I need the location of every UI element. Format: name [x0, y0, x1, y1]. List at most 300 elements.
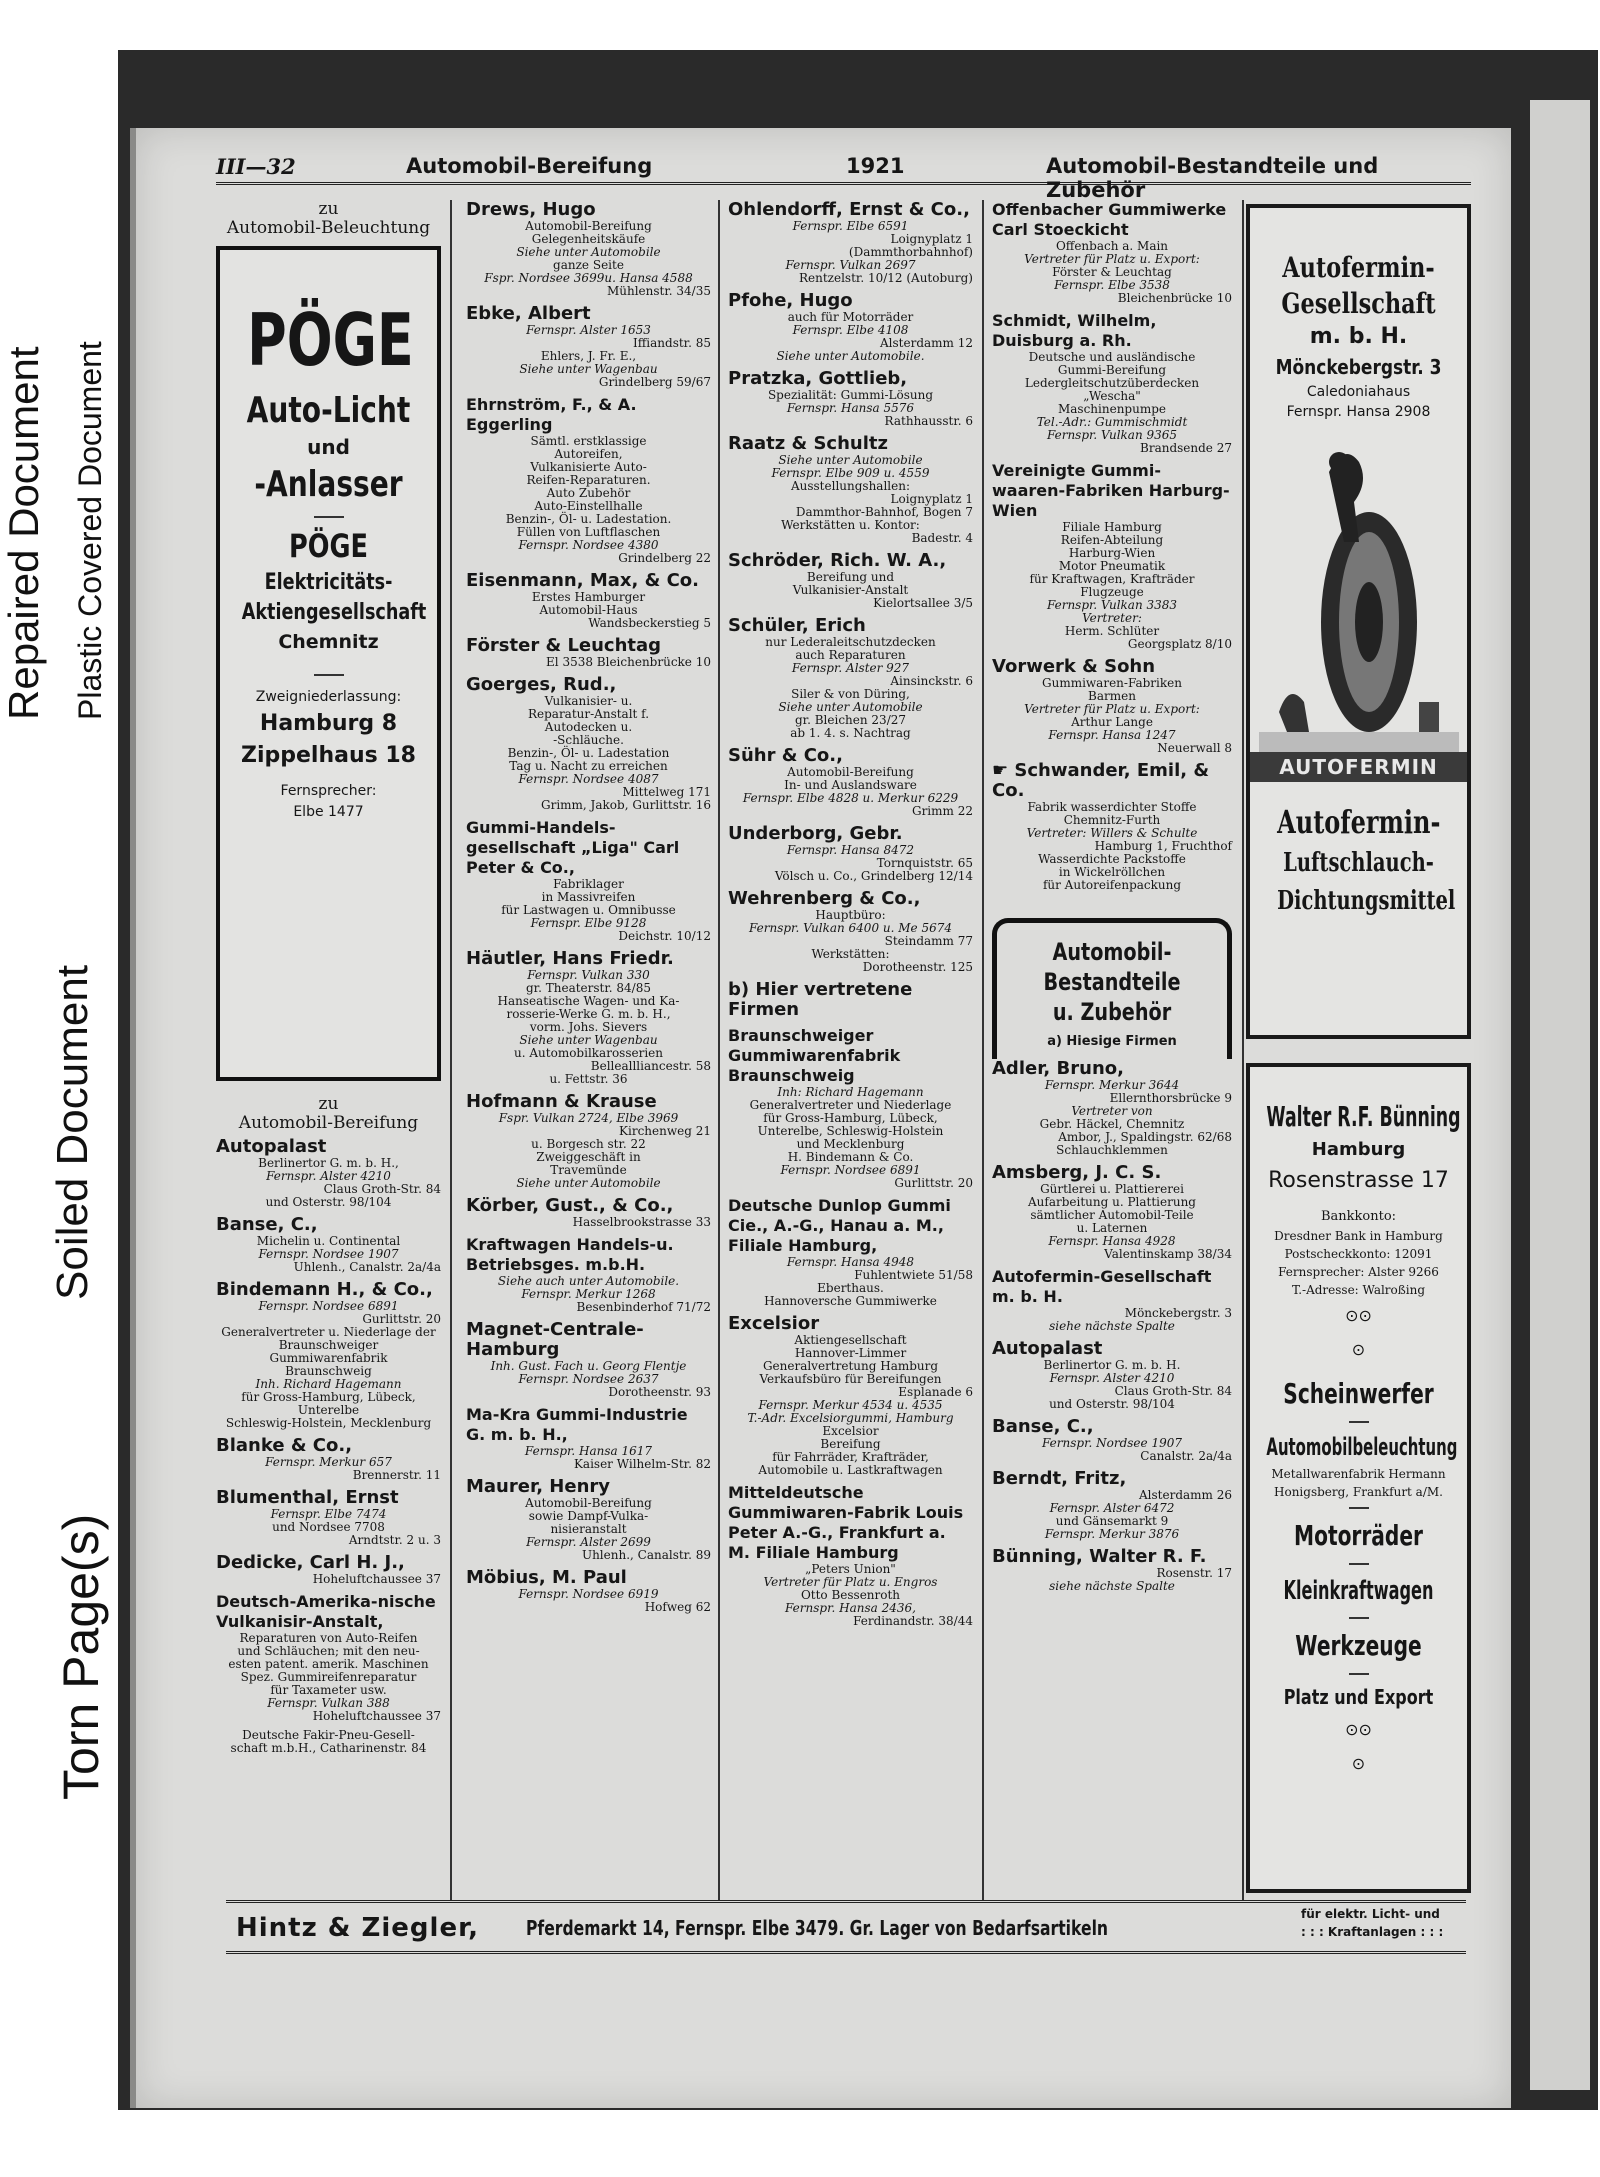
entry-line: Canalstr. 2a/4a: [1140, 1449, 1232, 1463]
directory-entry: [728, 1026, 973, 1190]
entry-line: u. Automobilkarosserien: [514, 1046, 663, 1060]
entry-line: Spez. Gummireifenreparatur: [240, 1670, 417, 1684]
directory-entry: [728, 1314, 973, 1477]
directory-entry: [216, 1215, 441, 1274]
entry-line: Siehe auch unter Automobile.: [497, 1274, 680, 1288]
entry-line: Siehe unter Automobile: [778, 700, 923, 714]
column-1: [216, 200, 441, 1761]
bottom-tail-2: : : : Kraftanlagen : : :: [1301, 1925, 1444, 1939]
buenning-item-1: Scheinwerfer: [1283, 1377, 1434, 1410]
poege-company2: Aktiengesellschaft: [241, 600, 427, 625]
entry-line: gr. Bleichen 23/27: [795, 713, 906, 727]
entry-line: esten patent. amerik. Maschinen: [228, 1657, 429, 1671]
directory-entry: [992, 1267, 1232, 1333]
entry-line: Braunschweig: [285, 1364, 372, 1378]
entry-name: Autofermin-Gesellschaft m. b. H.: [992, 1267, 1212, 1306]
bottom-tail-1: für elektr. Licht- und: [1301, 1907, 1440, 1921]
entry-line: Bleichenbrücke 10: [1117, 291, 1232, 305]
buenning-name: Walter R.F. Bünning: [1266, 1100, 1461, 1133]
directory-entry: [992, 311, 1232, 455]
entry-line: Tornquiststr. 65: [876, 856, 973, 870]
entry-line: Otto Bessenroth: [800, 1588, 901, 1602]
entry-line: Flugzeuge: [1080, 585, 1144, 599]
poege-city: Chemnitz: [278, 631, 379, 653]
entry-name: Körber, Gust., & Co.,: [466, 1195, 674, 1216]
entry-name: Drews, Hugo: [466, 199, 596, 220]
divider: [1349, 1673, 1369, 1675]
entry-line: für Gross-Hamburg, Lübeck,: [241, 1390, 416, 1404]
entry-line: Fernspr. Elbe 7474: [270, 1507, 387, 1521]
entry-name: Magnet-Centrale-Hamburg: [466, 1319, 644, 1360]
entry-line: Automobil-Haus: [539, 603, 638, 617]
column-2: [466, 200, 711, 1620]
entry-line: Ferdinandstr. 38/44: [853, 1614, 973, 1628]
buenning-tel: T.-Adresse: Walroßing: [1291, 1283, 1426, 1297]
entry-line: Autoreifen,: [554, 447, 623, 461]
buenning-item-2: Automobilbeleuchtung: [1266, 1433, 1458, 1461]
poege-branch-addr: Zippelhaus 18: [241, 743, 416, 768]
entry-name: Deutsche Dunlop Gummi Cie., A.-G., Hanau a. M., Filiale Hamburg,: [728, 1196, 951, 1255]
entry-line: für Lastwagen u. Omnibusse: [501, 903, 676, 917]
directory-entry: [728, 616, 973, 740]
directory-entry: [728, 551, 973, 610]
parts-title-2: Bestandteile: [1043, 968, 1181, 996]
entry-name: Ebke, Albert: [466, 303, 591, 324]
directory-entry: [728, 434, 973, 545]
entry-line: Hannoversche Gummiwerke: [764, 1294, 937, 1308]
entry-line: vorm. Johs. Sievers: [529, 1020, 648, 1034]
entry-name: Kraftwagen Handels-u. Betriebsges. m.b.H.: [466, 1235, 674, 1274]
entry-line: ab 1. 4. s. Nachtrag: [790, 726, 911, 740]
entry-name: Raatz & Schultz: [728, 433, 888, 454]
entry-line: Fernspr. Elbe 6591: [792, 219, 909, 233]
entry-line: Fernspr. Nordsee 6919: [518, 1587, 659, 1601]
entry-name: Hofmann & Krause: [466, 1091, 657, 1112]
entry-line: Vulkanisier- u.: [544, 694, 633, 708]
entry-line: Gummiwarenfabrik: [269, 1351, 388, 1365]
entry-name: ☛ Schwander, Emil, & Co.: [992, 760, 1210, 801]
entry-name: Bindemann H., & Co.,: [216, 1279, 433, 1300]
directory-entry: [466, 675, 711, 812]
entry-name: Mitteldeutsche Gummiwaren-Fabrik Louis Peter A.-G., Frankfurt a. M. Filiale Hamburg: [728, 1483, 964, 1562]
directory-entry: [992, 1547, 1232, 1593]
entry-name: Braunschweiger Gummiwarenfabrik Braunschweig: [728, 1026, 901, 1085]
poege-branch-city: Hamburg 8: [259, 711, 398, 736]
poege-company1: Elektricitäts-: [264, 570, 393, 595]
column-rule: [1242, 200, 1244, 1900]
directory-entry: [728, 824, 973, 883]
entry-line: Fernspr. Nordsee 2637: [518, 1372, 659, 1386]
column-rule: [718, 200, 720, 1900]
entry-line: auch Reparaturen: [795, 648, 906, 662]
entry-name: Sühr & Co.,: [728, 745, 843, 766]
poege-phone: Elbe 1477: [293, 804, 364, 820]
entry-name: Dedicke, Carl H. J.,: [216, 1552, 405, 1573]
entry-line: Badestr. 4: [911, 531, 973, 545]
entry-line: Fernspr. Elbe 4828 u. Merkur 6229: [742, 791, 959, 805]
entry-line: Zweiggeschäft in: [536, 1150, 641, 1164]
entry-line: Hoheluftchaussee 37: [312, 1572, 441, 1586]
entry-line: Siehe unter Automobile: [516, 245, 661, 259]
entry-line: Vulkanisier-Anstalt: [792, 583, 909, 597]
entry-name: b) Hier vertretene Firmen: [728, 979, 913, 1020]
entry-line: Chemnitz-Furth: [1063, 813, 1161, 827]
directory-entry: [216, 1137, 441, 1209]
column-rule: [450, 200, 452, 1900]
entry-line: Automobil-Bereifung: [525, 219, 652, 233]
entry-line: Iffiandstr. 85: [633, 336, 711, 350]
entry-line: Fernspr. Nordsee 1907: [258, 1247, 399, 1261]
autofermin-phone: Fernspr. Hansa 2908: [1286, 404, 1431, 420]
entry-line: Ausstellungshallen:: [790, 479, 911, 493]
entry-line: „Wescha": [1083, 389, 1141, 403]
column-rule: [982, 200, 984, 1900]
bottom-advert-band: [226, 1900, 1466, 1954]
entry-line: Grimm 22: [911, 804, 973, 818]
autofermin-house: Caledoniahaus: [1306, 384, 1411, 400]
entry-line: Fernspr. Alster 6472: [1049, 1501, 1175, 1515]
entry-line: Deutsche Fakir-Pneu-Gesell-: [242, 1728, 415, 1742]
entry-line: Siehe unter Automobile: [516, 1176, 661, 1190]
directory-entry: [992, 461, 1232, 651]
entry-line: sämtlicher Automobil-Teile: [1030, 1208, 1194, 1222]
directory-entry: [992, 657, 1232, 755]
entry-line: Brennerstr. 11: [352, 1468, 441, 1482]
entry-line: Fabriklager: [553, 877, 624, 891]
entry-line: Kielortsallee 3/5: [873, 596, 973, 610]
entry-line: Esplanade 6: [898, 1385, 973, 1399]
entry-line: Schleswig-Holstein, Mecklenburg: [225, 1416, 432, 1430]
entry-line: Gummi-Bereifung: [1057, 363, 1167, 377]
directory-entry: [992, 1339, 1232, 1411]
entry-line: Unterelbe: [297, 1403, 360, 1417]
entry-line: Travemünde: [550, 1163, 627, 1177]
entry-line: Mühlenstr. 34/35: [606, 284, 711, 298]
entry-line: Siler & von Düring,: [791, 687, 910, 701]
entry-name: Vorwerk & Sohn: [992, 656, 1156, 677]
label-torn: Torn Page(s): [53, 1513, 109, 1800]
entry-line: Hannover-Limmer: [794, 1346, 907, 1360]
directory-entry: [466, 571, 711, 630]
entry-name: Adler, Bruno,: [992, 1058, 1124, 1079]
poege-line1: Auto-Licht: [246, 390, 411, 431]
entry-line: Fabrik wasserdichter Stoffe: [1027, 800, 1197, 814]
entry-name: Häutler, Hans Friedr.: [466, 948, 674, 969]
label-soiled: Soiled Document: [48, 964, 97, 1300]
entry-line: Alsterdamm 12: [880, 336, 973, 350]
entry-line: Unterelbe, Schleswig-Holstein: [757, 1124, 944, 1138]
entry-line: Loignyplatz 1: [890, 492, 973, 506]
entry-line: Fspr. Nordsee 3699u. Hansa 4588: [484, 271, 693, 285]
entry-line: Fernspr. Nordsee 1907: [1042, 1436, 1182, 1450]
entry-name: Amsberg, J. C. S.: [992, 1162, 1162, 1183]
entry-line: Gürtlerei u. Plattiererei: [1040, 1182, 1184, 1196]
directory-entry: [216, 1592, 441, 1723]
entry-line: Neuerwall 8: [1157, 741, 1232, 755]
entry-line: und Gänsemarkt 9: [1055, 1514, 1169, 1528]
entry-line: in Massivreifen: [541, 890, 636, 904]
entry-line: Berlinertor G. m. b. H.: [1043, 1358, 1181, 1372]
entry-line: Vertreter für Platz u. Export:: [1024, 252, 1200, 266]
divider: [1349, 1617, 1369, 1619]
buenning-item-6: Platz und Export: [1283, 1685, 1434, 1709]
entry-line: Excelsior: [822, 1424, 879, 1438]
entry-line: Generalvertretung Hamburg: [762, 1359, 939, 1373]
directory-entry: [992, 200, 1232, 305]
entry-line: Grindelberg 22: [618, 551, 711, 565]
buenning-phone: Fernsprecher: Alster 9266: [1278, 1265, 1439, 1279]
entry-line: Fernspr. Alster 4210: [1049, 1371, 1175, 1385]
entry-line: Fernspr. Elbe 909 u. 4559: [771, 466, 930, 480]
entry-line: Fernspr. Vulkan 330: [527, 968, 650, 982]
buenning-street: Rosenstrasse 17: [1268, 1168, 1449, 1193]
label-repaired: Repaired Document: [0, 346, 47, 720]
entry-line: Siehe unter Wagenbau: [519, 362, 658, 376]
entry-name: Berndt, Fritz,: [992, 1468, 1127, 1489]
entry-line: u. Borgesch str. 22: [531, 1137, 646, 1151]
entry-name: Ehrnström, F., & A. Eggerling: [466, 395, 637, 434]
directory-entry: [728, 369, 973, 428]
entry-line: Rentzelstr. 10/12 (Autoburg): [798, 271, 973, 285]
directory-page: [130, 128, 1511, 2108]
entry-line: Vertreter für Platz u. Export:: [1024, 702, 1200, 716]
entry-line: Ehlers, J. Fr. E.,: [540, 349, 637, 363]
section-lighting: zu Automobil-Beleuchtung: [226, 199, 431, 238]
entry-line: Berlinertor G. m. b. H.,: [258, 1156, 399, 1170]
directory-entry: [992, 1163, 1232, 1261]
entry-line: Auto Zubehör: [546, 486, 631, 500]
entry-line: für Kraftwagen, Krafträder: [1029, 572, 1195, 586]
entry-line: Offenbach a. Main: [1055, 239, 1169, 253]
entry-name: Pratzka, Gottlieb,: [728, 368, 908, 389]
entry-line: In- und Auslandsware: [784, 778, 917, 792]
entry-line: Uhlenh., Canalstr. 89: [581, 1548, 711, 1562]
entry-line: Bereifung und: [806, 570, 895, 584]
entry-line: „Peters Union": [805, 1562, 896, 1576]
parts-section-box: [992, 918, 1232, 1059]
entry-line: sowie Dampf-Vulka-: [528, 1509, 649, 1523]
directory-entry: [466, 949, 711, 1086]
entry-line: Braunschweiger: [278, 1338, 379, 1352]
entry-line: (Dammthorbahnhof): [848, 245, 973, 259]
entry-name: Schröder, Rich. W. A.,: [728, 550, 947, 571]
buenning-item-4: Kleinkraftwagen: [1283, 1576, 1434, 1606]
entry-line: Aktiengesellschaft: [794, 1333, 907, 1347]
directory-entry: [466, 395, 711, 565]
entry-line: Eberthaus.: [817, 1281, 884, 1295]
entry-line: Herm. Schlüter: [1064, 624, 1160, 638]
entry-name: Wehrenberg & Co.,: [728, 888, 921, 909]
autofermin-addr: Mönckebergstr. 3: [1275, 355, 1442, 379]
entry-line: Fernspr. Hansa 1617: [524, 1444, 653, 1458]
entry-line: Automobil-Bereifung: [525, 1496, 652, 1510]
header-year: 1921: [846, 154, 905, 178]
col1-entry-list: [216, 1137, 441, 1755]
entry-line: Fernspr. Elbe 9128: [530, 916, 647, 930]
entry-line: Ledergleitschutzüberdecken: [1024, 376, 1200, 390]
entry-line: T.-Adr. Excelsiorgummi, Hamburg: [747, 1411, 954, 1425]
entry-name: Goerges, Rud.,: [466, 674, 617, 695]
parts-subtitle: a) Hiesige Firmen: [1047, 1034, 1177, 1049]
entry-line: Fernspr. Alster 1653: [526, 323, 651, 337]
entry-line: Gurlittstr. 20: [362, 1312, 441, 1326]
entry-line: Inh. Richard Hagemann: [255, 1377, 402, 1391]
entry-line: Fernspr. Alster 2699: [526, 1535, 651, 1549]
divider: [1349, 1507, 1369, 1509]
directory-entry: [466, 304, 711, 389]
entry-line: Fernspr. Nordsee 4087: [518, 772, 659, 786]
entry-line: Fspr. Vulkan 2724, Elbe 3969: [498, 1111, 679, 1125]
entry-line: Vertreter: Willers & Schulte: [1026, 826, 1198, 840]
entry-line: Gelegenheitskäufe: [531, 232, 646, 246]
poege-phone-label: Fernsprecher:: [280, 783, 377, 799]
entry-name: Deutsch-Amerika-nische Vulkanisir-Anstalt,: [216, 1592, 436, 1631]
entry-line: Filiale Hamburg: [1062, 520, 1162, 534]
header-left-title: Automobil-Bereifung: [406, 154, 653, 178]
entry-line: Loignyplatz 1: [890, 232, 973, 246]
directory-entry: [992, 1059, 1232, 1157]
autofermin-tire-illustration: [1259, 432, 1459, 752]
buenning-item-3: Motorräder: [1294, 1519, 1423, 1552]
directory-entry: [466, 1235, 711, 1314]
entry-line: Fernspr. Nordsee 6891: [258, 1299, 399, 1313]
entry-name: Pfohe, Hugo: [728, 290, 853, 311]
entry-line: ganze Seite: [553, 258, 624, 272]
entry-line: Deutsche und ausländische: [1028, 350, 1196, 364]
entry-name: Möbius, M. Paul: [466, 1567, 627, 1588]
entry-name: Ohlendorff, Ernst & Co.,: [728, 199, 970, 220]
entry-line: Fernspr. Nordsee 4380: [518, 538, 659, 552]
entry-line: für Gross-Hamburg, Lübeck,: [763, 1111, 938, 1125]
entry-name: Gummi-Handels-gesellschaft „Liga" Carl Peter & Co.,: [466, 818, 680, 877]
entry-line: Fernspr. Merkur 4534 u. 4535: [758, 1398, 943, 1412]
entry-line: Generalvertreter und Niederlage: [749, 1098, 952, 1112]
entry-line: Dorotheenstr. 125: [862, 960, 973, 974]
buenning-bank: Dresdner Bank in Hamburg: [1274, 1229, 1443, 1243]
divider: [314, 516, 344, 518]
directory-entry: [466, 1092, 711, 1190]
entry-line: nur Lederaleitschutzdecken: [765, 635, 936, 649]
buenning-item-5: Werkzeuge: [1295, 1629, 1422, 1662]
directory-entry: [466, 636, 711, 669]
entry-line: Werkstätten u. Kontor:: [781, 518, 920, 532]
entry-line: Grimm, Jakob, Gurlittstr. 16: [541, 798, 711, 812]
entry-line: und Osterstr. 98/104: [265, 1195, 392, 1209]
parts-title-1: Automobil-: [1052, 938, 1172, 966]
entry-line: Schlauchklemmen: [1056, 1143, 1168, 1157]
entry-line: Georgsplatz 8/10: [1127, 637, 1232, 651]
entry-line: Vertreter für Platz u. Engros: [763, 1575, 938, 1589]
col4-entry-list: [992, 200, 1232, 892]
header-right-title: Automobil-Bestandteile und Zubehör: [1046, 154, 1379, 202]
entry-line: Ellernthorsbrücke 9: [1109, 1091, 1232, 1105]
entry-name: Autopalast: [992, 1338, 1103, 1359]
entry-line: Maschinenpumpe: [1057, 402, 1167, 416]
entry-name: Bünning, Walter R. F.: [992, 1546, 1207, 1567]
poege-ad: [216, 246, 441, 1081]
directory-entry: [466, 1405, 711, 1471]
entry-line: Claus Groth-Str. 84: [1114, 1384, 1232, 1398]
entry-line: Fernspr. Hansa 8472: [786, 843, 915, 857]
entry-line: Fernspr. Hansa 5576: [786, 401, 915, 415]
directory-entry: [992, 1469, 1232, 1541]
entry-line: und Nordsee 7708: [272, 1520, 385, 1534]
entry-line: Siehe unter Automobile.: [776, 349, 925, 363]
autofermin-product-3: Dichtungsmittel: [1277, 886, 1456, 916]
entry-line: Harburg-Wien: [1068, 546, 1156, 560]
entry-line: in Wickelröllchen: [1058, 865, 1166, 879]
entry-line: Fernspr. Hansa 4928: [1048, 1234, 1176, 1248]
entry-line: Arndtstr. 2 u. 3: [348, 1533, 441, 1547]
entry-line: Erstes Hamburger: [531, 590, 646, 604]
poege-branch-label: Zweigniederlassung:: [255, 689, 402, 705]
entry-line: Spezialität: Gummi-Lösung: [767, 388, 934, 402]
entry-line: Inh. Gust. Fach u. Georg Flentje: [490, 1359, 687, 1373]
page-header: [216, 148, 1471, 202]
entry-line: Ainsinckstr. 6: [890, 674, 973, 688]
entry-line: Barmen: [1088, 689, 1136, 703]
entry-line: Fernspr. Merkur 1268: [521, 1287, 656, 1301]
entry-line: für Autoreifenpackung: [1042, 878, 1182, 892]
entry-name: Offenbacher Gummiwerke Carl Stoeckicht: [992, 200, 1227, 239]
entry-line: Fernspr. Hansa 4948: [786, 1255, 915, 1269]
entry-line: El 3538 Bleichenbrücke 10: [546, 655, 711, 669]
entry-line: Auto-Einstellhalle: [534, 499, 643, 513]
entry-line: Fernspr. Vulkan 6400 u. Me 5674: [748, 921, 952, 935]
entry-line: Vertreter:: [1082, 611, 1142, 625]
facing-page-edge: [1530, 100, 1590, 2090]
entry-line: Claus Groth-Str. 84: [323, 1182, 441, 1196]
entry-line: siehe nächste Spalte: [1049, 1579, 1175, 1593]
entry-line: und Mecklenburg: [796, 1137, 905, 1151]
autofermin-product-1: Autofermin-: [1277, 803, 1441, 841]
entry-line: Valentinskamp 38/34: [1104, 1247, 1232, 1261]
divider: [1349, 1563, 1369, 1565]
entry-line: Verkaufsbüro für Bereifungen: [759, 1372, 942, 1386]
entry-line: und Osterstr. 98/104: [1049, 1397, 1175, 1411]
entry-line: nisieranstalt: [550, 1522, 627, 1536]
entry-line: Förster & Leuchtag: [1052, 265, 1172, 279]
poege-name: PÖGE: [288, 527, 369, 565]
poege-line2: und: [307, 435, 350, 459]
entry-line: Hanseatische Wagen- und Ka-: [497, 994, 680, 1008]
entry-line: Ambor, J., Spaldingstr. 62/68: [1058, 1130, 1232, 1144]
col4-parts-list: [992, 1059, 1232, 1593]
section-tires: zu Automobil-Bereifung: [238, 1094, 419, 1133]
entry-line: Autodecken u.: [544, 720, 633, 734]
directory-entry: [728, 889, 973, 974]
entry-line: Kirchenweg 21: [619, 1124, 711, 1138]
entry-line: Generalvertreter u. Niederlage der: [221, 1325, 436, 1339]
entry-line: Fernspr. Merkur 3876: [1044, 1527, 1180, 1541]
entry-line: Dammthor-Bahnhof, Bogen 7: [795, 505, 973, 519]
entry-line: Fuhlentwiete 51/58: [854, 1268, 973, 1282]
autofermin-ad: [1246, 204, 1471, 1039]
entry-line: Motor Pneumatik: [1058, 559, 1166, 573]
entry-name: Vereinigte Gummi-waaren-Fabriken Harburg-Wien: [992, 461, 1230, 520]
entry-name: Schüler, Erich: [728, 615, 866, 636]
directory-entry: [728, 1483, 973, 1628]
entry-line: für Taxameter usw.: [270, 1683, 387, 1697]
directory-entry: [216, 1729, 441, 1755]
entry-line: gr. Theaterstr. 84/85: [526, 981, 651, 995]
entry-line: Tel.-Adr.: Gummischmidt: [1036, 415, 1188, 429]
entry-line: Rathhausstr. 6: [884, 414, 973, 428]
autofermin-product-2: Luftschlauch-: [1283, 848, 1434, 878]
entry-name: Banse, C.,: [992, 1416, 1094, 1437]
buenning-city: Hamburg: [1311, 1139, 1406, 1160]
directory-entry: [466, 200, 711, 298]
